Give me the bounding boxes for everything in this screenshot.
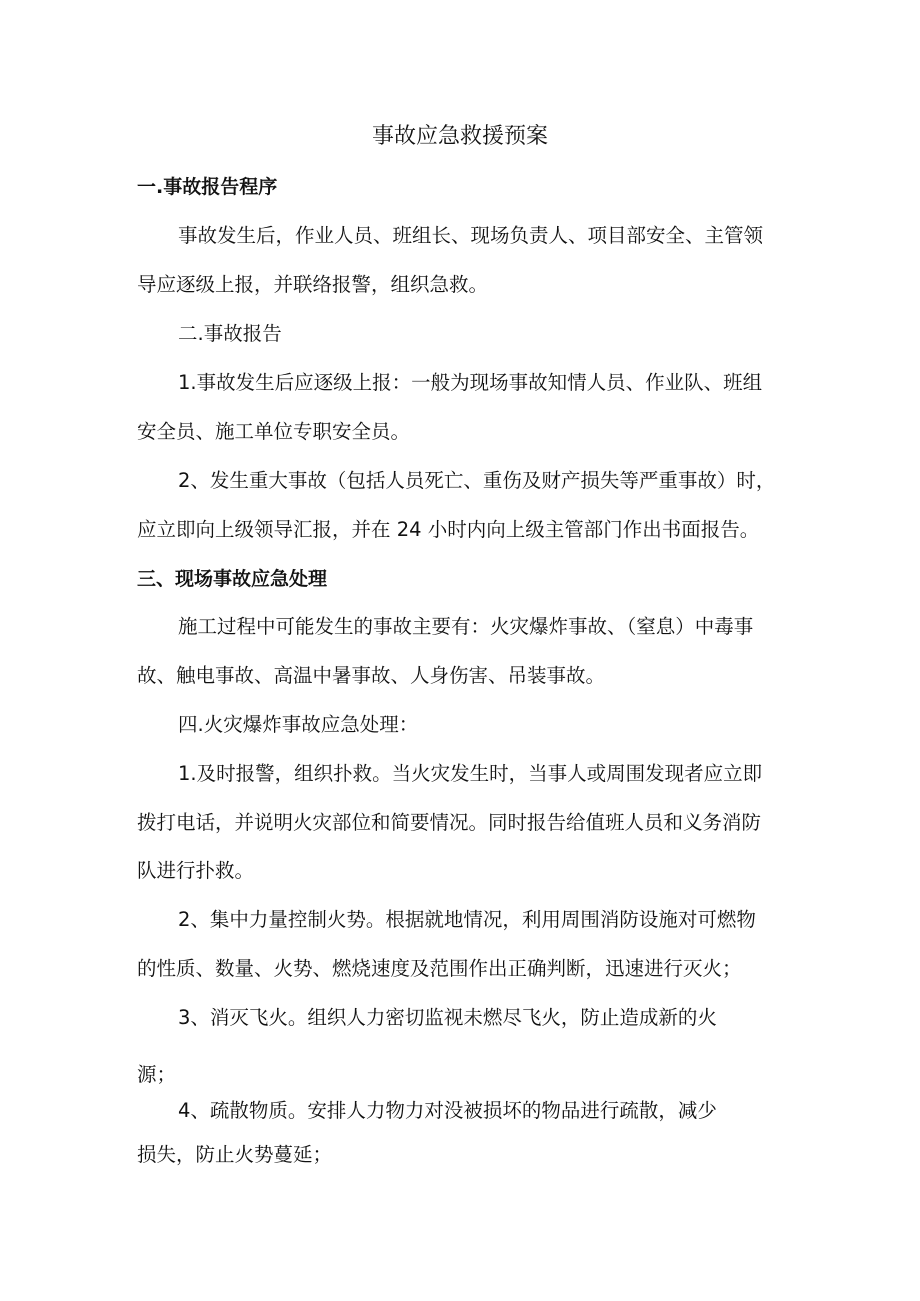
paragraph-line: 4、疏散物质。安排人力物力对没被损坏的物品进行疏散，减少 <box>178 1099 717 1122</box>
paragraph-line: 2、发生重大事故（包括人员死亡、重伤及财产损失等严重事故）时， <box>178 469 776 492</box>
paragraph-line: 安全员、施工单位专职安全员。 <box>137 420 411 443</box>
paragraph-line: 源； <box>137 1063 177 1086</box>
section-heading-onsite-response: 三、现场事故应急处理 <box>137 568 328 590</box>
paragraph-line: 的性质、数量、火势、燃烧速度及范围作出正确判断，迅速进行灭火； <box>137 957 742 980</box>
paragraph-line: 3、消灭飞火。组织人力密切监视未燃尽飞火，防止造成新的火 <box>178 1006 717 1029</box>
paragraph-line: 施工过程中可能发生的事故主要有：火灾爆炸事故、（窒息）中毒事 <box>178 615 754 638</box>
section-heading-report-procedure: 一.事故报告程序 <box>137 176 278 198</box>
paragraph-line: 1.事故发生后应逐级上报：一般为现场事故知情人员、作业队、班组 <box>178 371 763 394</box>
paragraph-line: 导应逐级上报，并联络报警，组织急救。 <box>137 273 489 296</box>
paragraph-line: 损失，防止火势蔓延； <box>137 1143 333 1166</box>
paragraph-line: 故、触电事故、高温中暑事故、人身伤害、吊装事故。 <box>137 664 606 687</box>
section-heading-accident-report: 二.事故报告 <box>178 322 282 345</box>
paragraph-line: 2、集中力量控制火势。根据就地情况，利用周围消防设施对可燃物 <box>178 908 756 931</box>
paragraph-line: 应立即向上级领导汇报，并在 24 小时内向上级主管部门作出书面报告。 <box>137 518 760 541</box>
paragraph-line: 拨打电话，并说明火灾部位和简要情况。同时报告给值班人员和义务消防 <box>137 811 762 834</box>
paragraph-line: 事故发生后，作业人员、班组长、现场负责人、项目部安全、主管领 <box>178 224 764 247</box>
section-heading-fire-explosion: 四.火灾爆炸事故应急处理： <box>178 713 419 736</box>
document-title: 事故应急救援预案 <box>371 124 548 149</box>
paragraph-line: 1.及时报警，组织扑救。当火灾发生时，当事人或周围发现者应立即 <box>178 762 763 785</box>
paragraph-line: 队进行扑救。 <box>137 859 255 882</box>
